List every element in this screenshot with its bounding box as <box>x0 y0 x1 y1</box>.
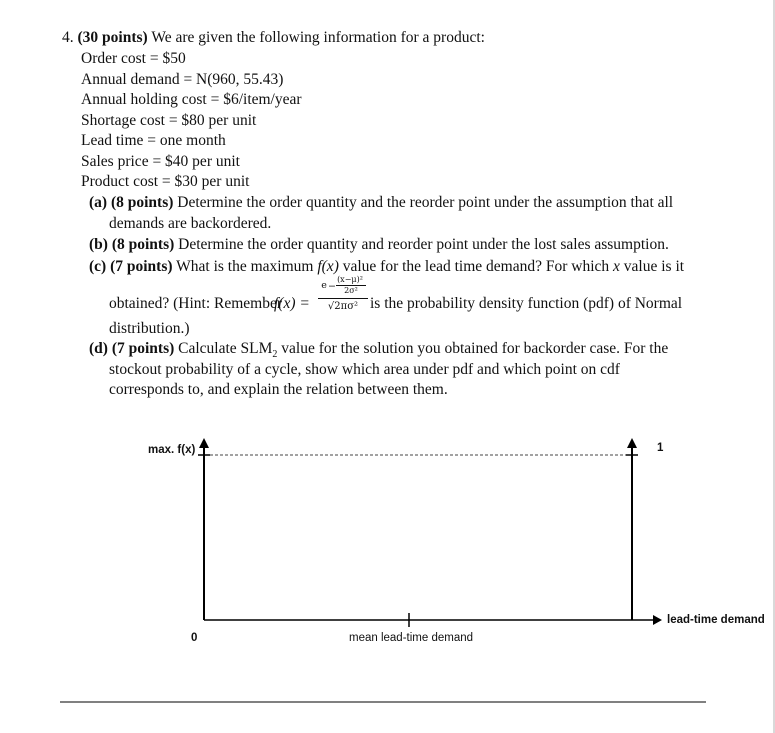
origin-label: 0 <box>191 632 198 644</box>
question-intro: We are given the following information for a product: <box>151 29 485 46</box>
given-lead-time: Lead time = one month <box>81 132 226 149</box>
part-d-subscript: 2 <box>272 349 278 361</box>
x-axis-arrow <box>653 615 662 625</box>
part-c-line2a: obtained? (Hint: Remember <box>109 295 283 312</box>
pdf-exp-base: e <box>321 280 327 291</box>
pdf-exp-minus: − <box>328 281 336 292</box>
given-holding-cost: Annual holding cost = $6/item/year <box>81 91 302 108</box>
pdf-denominator: √2πσ² <box>327 301 359 312</box>
part-b-label: (b) (8 points) <box>89 236 175 253</box>
part-a-text: Determine the order quantity and the reorder point under the assumption that all <box>177 194 674 211</box>
given-order-cost: Order cost = $50 <box>81 50 186 67</box>
part-d-label: (d) (7 points) <box>89 340 175 357</box>
pdf-exp-numerator: (x−μ)² <box>337 275 363 284</box>
right-axis-one-label: 1 <box>657 442 664 454</box>
part-c-line2b: is the probability density function (pdf) of Normal <box>370 295 683 312</box>
part-d-line3: corresponds to, and explain the relation between them. <box>109 381 448 398</box>
question-number: 4. <box>62 29 74 46</box>
pdf-formula-lhs: f(x) = <box>274 295 310 312</box>
part-c-label: (c) (7 points) <box>89 258 173 275</box>
part-c-x: x <box>613 258 620 275</box>
x-axis-label: lead-time demand <box>667 614 765 626</box>
part-c-text-c: value is it <box>619 258 685 275</box>
given-shortage-cost: Shortage cost = $80 per unit <box>81 112 257 129</box>
given-product-cost: Product cost = $30 per unit <box>81 173 250 190</box>
part-b-text: Determine the order quantity and reorder point under the lost sales assumption. <box>178 236 669 253</box>
part-d-line2: stockout probability of a cycle, show which area under pdf and which point on cdf <box>109 361 620 378</box>
part-a-label: (a) (8 points) <box>89 194 174 211</box>
given-annual-demand: Annual demand = N(960, 55.43) <box>81 71 284 88</box>
question-points: (30 points) <box>77 29 148 46</box>
part-d-text-a: Calculate SLM <box>178 340 273 357</box>
right-y-axis-arrow <box>627 438 637 448</box>
part-c-line3: distribution.) <box>109 320 190 337</box>
mean-label: mean lead-time demand <box>349 632 474 644</box>
given-sales-price: Sales price = $40 per unit <box>81 153 240 170</box>
part-a-line2: demands are backordered. <box>109 215 272 232</box>
part-c-text-a: What is the maximum <box>176 258 318 275</box>
part-c-fx: f(x) <box>317 258 339 275</box>
part-c-text-b: value for the lead time demand? For which <box>338 258 614 275</box>
pdf-exp-denominator: 2σ² <box>344 286 358 295</box>
left-y-axis-arrow <box>199 438 209 448</box>
part-d-text-b: value for the solution you obtained for backorder case. For the <box>277 340 669 357</box>
y-max-label: max. f(x) <box>148 444 196 456</box>
